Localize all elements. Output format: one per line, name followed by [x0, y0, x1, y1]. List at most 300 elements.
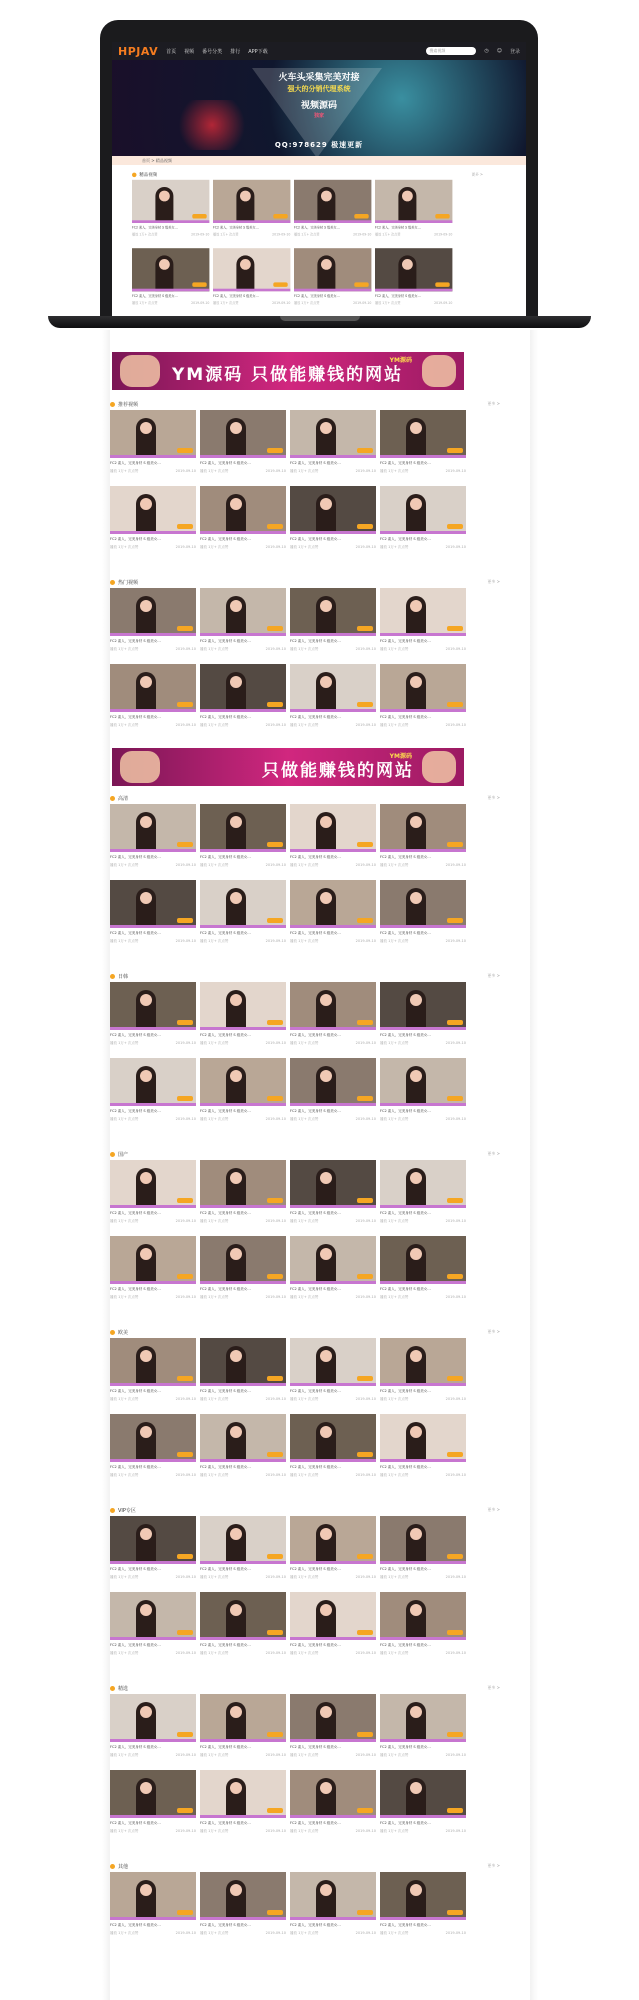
video-thumbnail[interactable] — [132, 180, 209, 223]
video-card[interactable] — [213, 248, 290, 311]
video-views: 播放 1万+ 次点赞 — [200, 1931, 229, 1935]
video-thumbnail[interactable] — [290, 1338, 376, 1386]
video-title[interactable]: FC2 素人，完美身材 S 级美女… — [290, 1109, 341, 1113]
video-views: 播放 1万+ 次点赞 — [380, 1651, 409, 1655]
video-card[interactable] — [110, 1694, 196, 1764]
video-card[interactable] — [380, 1058, 466, 1128]
video-thumbnail[interactable] — [110, 1872, 196, 1920]
video-thumbnail[interactable] — [380, 664, 466, 712]
site-logo[interactable]: HPJAV — [118, 44, 159, 58]
duration-badge — [177, 1096, 193, 1101]
video-card[interactable] — [110, 664, 196, 734]
video-title[interactable]: FC2 素人，完美身材 S 级美女… — [294, 294, 340, 298]
video-card[interactable] — [200, 1516, 286, 1586]
video-card[interactable] — [200, 1770, 286, 1840]
nav-categories[interactable]: 番号分类 — [202, 48, 223, 55]
video-card[interactable] — [375, 248, 452, 311]
video-card[interactable] — [200, 804, 286, 874]
video-title[interactable]: FC2 素人，完美身材 S 级美女… — [200, 1109, 251, 1113]
video-thumbnail[interactable] — [110, 1160, 196, 1208]
video-thumbnail[interactable] — [110, 1516, 196, 1564]
video-card[interactable] — [290, 804, 376, 874]
video-thumbnail[interactable] — [380, 1770, 466, 1818]
video-title[interactable]: FC2 素人，完美身材 S 级美女… — [290, 461, 341, 465]
video-card[interactable] — [290, 982, 376, 1052]
video-thumbnail[interactable] — [380, 982, 466, 1030]
video-title[interactable]: FC2 素人，完美身材 S 级美女… — [380, 1465, 431, 1469]
video-title[interactable]: FC2 素人，完美身材 S 级美女… — [290, 715, 341, 719]
thumbnail-strip — [290, 1561, 376, 1564]
video-title[interactable]: FC2 素人，完美身材 S 级美女… — [200, 1389, 251, 1393]
nav-app-download[interactable]: APP下载 — [248, 48, 268, 55]
video-card[interactable] — [200, 1338, 286, 1408]
video-card[interactable] — [290, 1770, 376, 1840]
section-more-link[interactable]: 更多 > — [487, 1685, 500, 1690]
video-thumbnail[interactable] — [200, 1872, 286, 1920]
video-card[interactable] — [110, 588, 196, 658]
video-card[interactable] — [213, 180, 290, 243]
video-card[interactable] — [110, 486, 196, 556]
video-thumbnail[interactable] — [110, 880, 196, 928]
video-title[interactable]: FC2 素人，完美身材 S 级美女… — [380, 715, 431, 719]
video-card[interactable] — [380, 1160, 466, 1230]
video-title[interactable]: FC2 素人，完美身材 S 级美女… — [110, 1745, 161, 1749]
video-title[interactable]: FC2 素人，完美身材 S 级美女… — [380, 1923, 431, 1927]
video-thumbnail[interactable] — [294, 180, 371, 223]
section-more-link[interactable]: 更多 > — [471, 171, 483, 177]
video-thumbnail[interactable] — [110, 1592, 196, 1640]
video-title[interactable]: FC2 素人，完美身材 S 级美女… — [380, 639, 431, 643]
thumbnail-face — [320, 1782, 332, 1794]
hero-banner[interactable] — [112, 60, 526, 156]
video-date: 2019-09-10 — [355, 469, 376, 473]
video-thumbnail[interactable] — [110, 804, 196, 852]
video-thumbnail[interactable] — [290, 410, 376, 458]
video-card[interactable] — [290, 588, 376, 658]
video-meta — [200, 545, 286, 550]
video-title[interactable]: FC2 素人，完美身材 S 级美女… — [380, 1033, 431, 1037]
video-title[interactable]: FC2 素人，完美身材 S 级美女… — [132, 225, 178, 230]
video-card[interactable] — [380, 804, 466, 874]
duration-badge — [447, 842, 463, 847]
video-thumbnail[interactable] — [380, 880, 466, 928]
video-card[interactable] — [110, 880, 196, 950]
video-card[interactable] — [110, 804, 196, 874]
section-more-link[interactable]: 更多 > — [487, 401, 500, 406]
video-card[interactable] — [200, 1694, 286, 1764]
video-thumbnail[interactable] — [110, 588, 196, 636]
video-title[interactable]: FC2 素人，完美身材 S 级美女… — [110, 855, 161, 859]
video-thumbnail[interactable] — [110, 1770, 196, 1818]
video-thumbnail[interactable] — [200, 1338, 286, 1386]
video-card[interactable] — [200, 588, 286, 658]
video-card[interactable] — [200, 1872, 286, 1942]
thumbnail-face — [410, 676, 422, 688]
thumbnail-strip — [200, 455, 286, 458]
video-title[interactable]: FC2 素人，完美身材 S 级美女… — [380, 1287, 431, 1291]
video-thumbnail[interactable] — [110, 982, 196, 1030]
thumbnail-face — [230, 422, 242, 434]
video-thumbnail[interactable] — [290, 982, 376, 1030]
banner-line-2: 强大的分销代理系统 — [287, 85, 351, 93]
video-card[interactable] — [200, 1160, 286, 1230]
video-title[interactable]: FC2 素人，完美身材 S 级美女… — [375, 294, 421, 298]
video-title[interactable]: FC2 素人，完美身材 S 级美女… — [290, 1287, 341, 1291]
video-title[interactable]: FC2 素人，完美身材 S 级美女… — [375, 225, 421, 230]
video-thumbnail[interactable] — [290, 664, 376, 712]
video-title[interactable]: FC2 素人，完美身材 S 级美女… — [110, 931, 161, 935]
video-thumbnail[interactable] — [290, 1872, 376, 1920]
video-title[interactable]: FC2 素人，完美身材 S 级美女… — [380, 1567, 431, 1571]
video-title[interactable]: FC2 素人，完美身材 S 级美女… — [290, 931, 341, 935]
video-title[interactable]: FC2 素人，完美身材 S 级美女… — [290, 1923, 341, 1927]
video-title[interactable]: FC2 素人，完美身材 S 级美女… — [380, 537, 431, 541]
video-title[interactable]: FC2 素人，完美身材 S 级美女… — [110, 1643, 161, 1647]
video-views: 播放 1万+ 次点赞 — [290, 1575, 319, 1579]
video-title[interactable]: FC2 素人，完美身材 S 级美女… — [380, 1821, 431, 1825]
section-more-link[interactable]: 更多 > — [487, 1329, 500, 1334]
video-card[interactable] — [290, 1872, 376, 1942]
video-thumbnail[interactable] — [290, 804, 376, 852]
video-thumbnail[interactable] — [200, 1236, 286, 1284]
video-title[interactable]: FC2 素人，完美身材 S 级美女… — [290, 639, 341, 643]
video-thumbnail[interactable] — [200, 1516, 286, 1564]
video-title[interactable]: FC2 素人，完美身材 S 级美女… — [380, 931, 431, 935]
video-thumbnail[interactable] — [380, 410, 466, 458]
video-thumbnail[interactable] — [380, 588, 466, 636]
video-thumbnail[interactable] — [380, 486, 466, 534]
video-thumbnail[interactable] — [200, 1694, 286, 1742]
video-title[interactable]: FC2 素人，完美身材 S 级美女… — [110, 715, 161, 719]
video-card[interactable] — [294, 248, 371, 311]
video-title[interactable]: FC2 素人，完美身材 S 级美女… — [200, 1211, 251, 1215]
video-title[interactable]: FC2 素人，完美身材 S 级美女… — [380, 461, 431, 465]
thumbnail-strip — [200, 1103, 286, 1106]
video-thumbnail[interactable] — [110, 410, 196, 458]
video-card[interactable] — [200, 410, 286, 480]
video-meta — [375, 233, 452, 238]
video-card[interactable] — [290, 1516, 376, 1586]
video-card[interactable] — [290, 1338, 376, 1408]
video-title[interactable]: FC2 素人，完美身材 S 级美女… — [110, 1211, 161, 1215]
video-card[interactable] — [380, 880, 466, 950]
section-dot-icon — [110, 402, 115, 407]
video-thumbnail[interactable] — [294, 248, 371, 291]
video-title[interactable]: FC2 素人，完美身材 S 级美女… — [290, 1821, 341, 1825]
video-card[interactable] — [380, 486, 466, 556]
duration-badge — [447, 1808, 463, 1813]
video-views: 播放 1万+ 次点赞 — [380, 1219, 409, 1223]
video-card[interactable] — [380, 664, 466, 734]
nav-videos[interactable]: 视频 — [184, 48, 195, 55]
video-title[interactable]: FC2 素人，完美身材 S 级美女… — [110, 1389, 161, 1393]
video-thumbnail[interactable] — [380, 1872, 466, 1920]
video-title[interactable]: FC2 素人，完美身材 S 级美女… — [110, 1109, 161, 1113]
video-title[interactable]: FC2 素人，完美身材 S 级美女… — [200, 1465, 251, 1469]
video-card[interactable] — [380, 1338, 466, 1408]
video-title[interactable]: FC2 素人，完美身材 S 级美女… — [110, 1287, 161, 1291]
thumbnail-face — [320, 1884, 332, 1896]
thumbnail-strip — [290, 1815, 376, 1818]
video-card[interactable] — [290, 410, 376, 480]
video-title[interactable]: FC2 素人，完美身材 S 级美女… — [200, 1033, 251, 1037]
video-date: 2019-09-10 — [265, 863, 286, 867]
video-title[interactable]: FC2 素人，完美身材 S 级美女… — [290, 1211, 341, 1215]
video-thumbnail[interactable] — [200, 486, 286, 534]
video-meta — [290, 1219, 376, 1224]
video-card[interactable] — [380, 1516, 466, 1586]
video-card[interactable] — [290, 880, 376, 950]
video-card[interactable] — [380, 1236, 466, 1306]
video-thumbnail[interactable] — [380, 1516, 466, 1564]
section-header — [110, 1504, 530, 1516]
video-card[interactable] — [200, 880, 286, 950]
video-title[interactable]: FC2 素人，完美身材 S 级美女… — [290, 1033, 341, 1037]
video-thumbnail[interactable] — [110, 486, 196, 534]
video-thumbnail[interactable] — [380, 1160, 466, 1208]
video-card[interactable] — [110, 1160, 196, 1230]
ad-banner[interactable] — [112, 748, 464, 786]
video-card[interactable] — [290, 664, 376, 734]
video-title[interactable]: FC2 素人，完美身材 S 级美女… — [200, 461, 251, 465]
video-title[interactable]: FC2 素人，完美身材 S 级美女… — [110, 639, 161, 643]
video-card[interactable] — [290, 1414, 376, 1484]
video-card[interactable] — [290, 486, 376, 556]
video-card[interactable] — [110, 1872, 196, 1942]
video-thumbnail[interactable] — [380, 1236, 466, 1284]
video-title[interactable]: FC2 素人，完美身材 S 级美女… — [200, 1287, 251, 1291]
video-thumbnail[interactable] — [380, 804, 466, 852]
duration-badge — [267, 1096, 283, 1101]
video-card[interactable] — [110, 1338, 196, 1408]
video-thumbnail[interactable] — [110, 1338, 196, 1386]
section-more-link[interactable]: 更多 > — [487, 973, 500, 978]
video-views: 播放 1万+ 次点赞 — [290, 1651, 319, 1655]
video-title[interactable]: FC2 素人，完美身材 S 级美女… — [380, 1745, 431, 1749]
video-thumbnail[interactable] — [110, 664, 196, 712]
video-thumbnail[interactable] — [290, 1058, 376, 1106]
video-thumbnail[interactable] — [290, 486, 376, 534]
video-thumbnail[interactable] — [132, 248, 209, 291]
video-thumbnail[interactable] — [200, 664, 286, 712]
video-title[interactable]: FC2 素人，完美身材 S 级美女… — [380, 1109, 431, 1113]
ad-fist-right — [422, 751, 456, 783]
video-card[interactable] — [380, 1592, 466, 1662]
section-more-link[interactable]: 更多 > — [487, 1863, 500, 1868]
video-thumbnail[interactable] — [213, 180, 290, 223]
video-title[interactable]: FC2 素人，完美身材 S 级美女… — [290, 1389, 341, 1393]
video-title[interactable]: FC2 素人，完美身材 S 级美女… — [380, 1643, 431, 1647]
video-title[interactable]: FC2 素人，完美身材 S 级美女… — [213, 225, 259, 230]
video-title[interactable]: FC2 素人，完美身材 S 级美女… — [200, 1923, 251, 1927]
video-thumbnail[interactable] — [380, 1414, 466, 1462]
video-card[interactable] — [380, 588, 466, 658]
video-title[interactable]: FC2 素人，完美身材 S 级美女… — [290, 1465, 341, 1469]
video-title[interactable]: FC2 素人，完美身材 S 级美女… — [380, 1211, 431, 1215]
video-date: 2019-09-10 — [265, 1753, 286, 1757]
nav-home[interactable]: 首页 — [166, 48, 177, 55]
section-more-link[interactable]: 更多 > — [487, 1507, 500, 1512]
video-thumbnail[interactable] — [110, 1236, 196, 1284]
search-input[interactable]: 搜索视频 — [426, 47, 476, 55]
video-title[interactable]: FC2 素人，完美身材 S 级美女… — [200, 1643, 251, 1647]
video-thumbnail[interactable] — [290, 1770, 376, 1818]
video-title[interactable]: FC2 素人，完美身材 S 级美女… — [380, 855, 431, 859]
user-icon[interactable]: ☺ — [496, 48, 502, 54]
video-card[interactable] — [380, 1872, 466, 1942]
video-thumbnail[interactable] — [290, 1516, 376, 1564]
video-card[interactable] — [110, 982, 196, 1052]
video-title[interactable]: FC2 素人，完美身材 S 级美女… — [110, 461, 161, 465]
thumbnail-face — [140, 1350, 152, 1362]
video-thumbnail[interactable] — [290, 1694, 376, 1742]
video-title[interactable]: FC2 素人，完美身材 S 级美女… — [200, 1821, 251, 1825]
video-title[interactable]: FC2 素人，完美身材 S 级美女… — [290, 1745, 341, 1749]
video-card[interactable] — [200, 1414, 286, 1484]
video-meta — [132, 301, 209, 306]
video-section-continued — [110, 330, 530, 342]
duration-badge — [357, 842, 373, 847]
video-title[interactable]: FC2 素人，完美身材 S 级美女… — [380, 1389, 431, 1393]
video-card[interactable] — [200, 1058, 286, 1128]
video-title[interactable]: FC2 素人，完美身材 S 级美女… — [213, 294, 259, 298]
video-views: 播放 1万+ 次点赞 — [380, 1829, 409, 1833]
video-card[interactable] — [290, 1236, 376, 1306]
video-card[interactable] — [290, 1160, 376, 1230]
video-title[interactable]: FC2 素人，完美身材 S 级美女… — [200, 537, 251, 541]
video-title[interactable]: FC2 素人，完美身材 S 级美女… — [110, 1033, 161, 1037]
video-card[interactable] — [290, 1592, 376, 1662]
video-thumbnail[interactable] — [200, 804, 286, 852]
video-grid — [110, 1160, 530, 1306]
thumbnail-face — [321, 191, 332, 202]
video-thumbnail[interactable] — [380, 1058, 466, 1106]
video-title[interactable]: FC2 素人，完美身材 S 级美女… — [200, 855, 251, 859]
video-grid — [110, 588, 530, 734]
thumbnail-face — [240, 191, 251, 202]
video-thumbnail[interactable] — [375, 248, 452, 291]
video-thumbnail[interactable] — [110, 1694, 196, 1742]
video-meta — [110, 723, 196, 728]
duration-badge — [192, 282, 206, 287]
video-thumbnail[interactable] — [290, 1414, 376, 1462]
video-card[interactable] — [200, 982, 286, 1052]
nav-ranking[interactable]: 排行 — [230, 48, 241, 55]
video-thumbnail[interactable] — [200, 1058, 286, 1106]
video-card[interactable] — [132, 248, 209, 311]
ad-fist-left — [120, 355, 160, 387]
video-thumbnail[interactable] — [200, 982, 286, 1030]
video-card[interactable] — [290, 1694, 376, 1764]
duration-badge — [177, 1630, 193, 1635]
thumbnail-strip — [380, 455, 466, 458]
video-title[interactable]: FC2 素人，完美身材 S 级美女… — [110, 537, 161, 541]
video-title[interactable]: FC2 素人，完美身材 S 级美女… — [200, 931, 251, 935]
video-title[interactable]: FC2 素人，完美身材 S 级美女… — [132, 294, 178, 298]
section-more-link[interactable]: 更多 > — [487, 1151, 500, 1156]
video-thumbnail[interactable] — [290, 588, 376, 636]
video-title[interactable]: FC2 素人，完美身材 S 级美女… — [290, 1567, 341, 1571]
video-thumbnail[interactable] — [380, 1338, 466, 1386]
section-more-link[interactable]: 更多 > — [487, 579, 500, 584]
video-title[interactable]: FC2 素人，完美身材 S 级美女… — [110, 1465, 161, 1469]
video-card[interactable] — [110, 1058, 196, 1128]
video-title[interactable]: FC2 素人，完美身材 S 级美女… — [290, 855, 341, 859]
video-thumbnail[interactable] — [290, 880, 376, 928]
video-card[interactable] — [200, 664, 286, 734]
thumbnail-strip — [380, 1383, 466, 1386]
video-thumbnail[interactable] — [200, 1592, 286, 1640]
video-thumbnail[interactable] — [200, 1160, 286, 1208]
video-card[interactable] — [110, 1516, 196, 1586]
login-link[interactable]: 登录 — [509, 48, 520, 55]
video-title[interactable]: FC2 素人，完美身材 S 级美女… — [200, 715, 251, 719]
video-card[interactable] — [380, 982, 466, 1052]
video-title[interactable]: FC2 素人，完美身材 S 级美女… — [290, 537, 341, 541]
video-views: 播放 1万+ 次点赞 — [375, 301, 401, 305]
video-card[interactable] — [200, 1236, 286, 1306]
video-title[interactable]: FC2 素人，完美身材 S 级美女… — [290, 1643, 341, 1647]
section-more-link[interactable]: 更多 > — [487, 795, 500, 800]
video-card[interactable] — [110, 1414, 196, 1484]
video-card[interactable] — [380, 1414, 466, 1484]
video-thumbnail[interactable] — [110, 1414, 196, 1462]
video-thumbnail[interactable] — [380, 1592, 466, 1640]
video-thumbnail[interactable] — [200, 588, 286, 636]
video-card[interactable] — [132, 180, 209, 243]
video-title[interactable]: FC2 素人，完美身材 S 级美女… — [110, 1567, 161, 1571]
video-thumbnail[interactable] — [375, 180, 452, 223]
video-title[interactable]: FC2 素人，完美身材 S 级美女… — [110, 1821, 161, 1825]
video-thumbnail[interactable] — [110, 1058, 196, 1106]
ad-banner[interactable] — [112, 352, 464, 390]
video-card[interactable] — [380, 410, 466, 480]
history-icon[interactable]: ◷ — [484, 48, 489, 54]
video-card[interactable] — [380, 1694, 466, 1764]
video-date: 2019-09-10 — [445, 469, 466, 473]
section-header — [110, 1326, 530, 1338]
video-card[interactable] — [110, 410, 196, 480]
video-thumbnail[interactable] — [290, 1592, 376, 1640]
video-title[interactable]: FC2 素人，完美身材 S 级美女… — [110, 1923, 161, 1927]
video-card[interactable] — [200, 1592, 286, 1662]
video-card[interactable] — [110, 1592, 196, 1662]
thumbnail-strip — [380, 1637, 466, 1640]
video-card[interactable] — [110, 1770, 196, 1840]
video-title[interactable]: FC2 素人，完美身材 S 级美女… — [294, 225, 340, 230]
video-thumbnail[interactable] — [380, 1694, 466, 1742]
video-card[interactable] — [200, 486, 286, 556]
video-thumbnail[interactable] — [213, 248, 290, 291]
video-card[interactable] — [380, 1770, 466, 1840]
video-thumbnail[interactable] — [200, 1414, 286, 1462]
video-meta — [380, 1041, 466, 1046]
video-title[interactable]: FC2 素人，完美身材 S 级美女… — [200, 639, 251, 643]
video-card[interactable] — [290, 1058, 376, 1128]
video-card[interactable] — [375, 180, 452, 243]
video-thumbnail[interactable] — [200, 880, 286, 928]
video-thumbnail[interactable] — [200, 410, 286, 458]
video-thumbnail[interactable] — [290, 1236, 376, 1284]
video-thumbnail[interactable] — [200, 1770, 286, 1818]
thumbnail-strip — [110, 1281, 196, 1284]
thumbnail-strip — [290, 1103, 376, 1106]
video-title[interactable]: FC2 素人，完美身材 S 级美女… — [200, 1567, 251, 1571]
video-card[interactable] — [294, 180, 371, 243]
video-title[interactable]: FC2 素人，完美身材 S 级美女… — [200, 1745, 251, 1749]
video-thumbnail[interactable] — [290, 1160, 376, 1208]
video-card[interactable] — [110, 1236, 196, 1306]
